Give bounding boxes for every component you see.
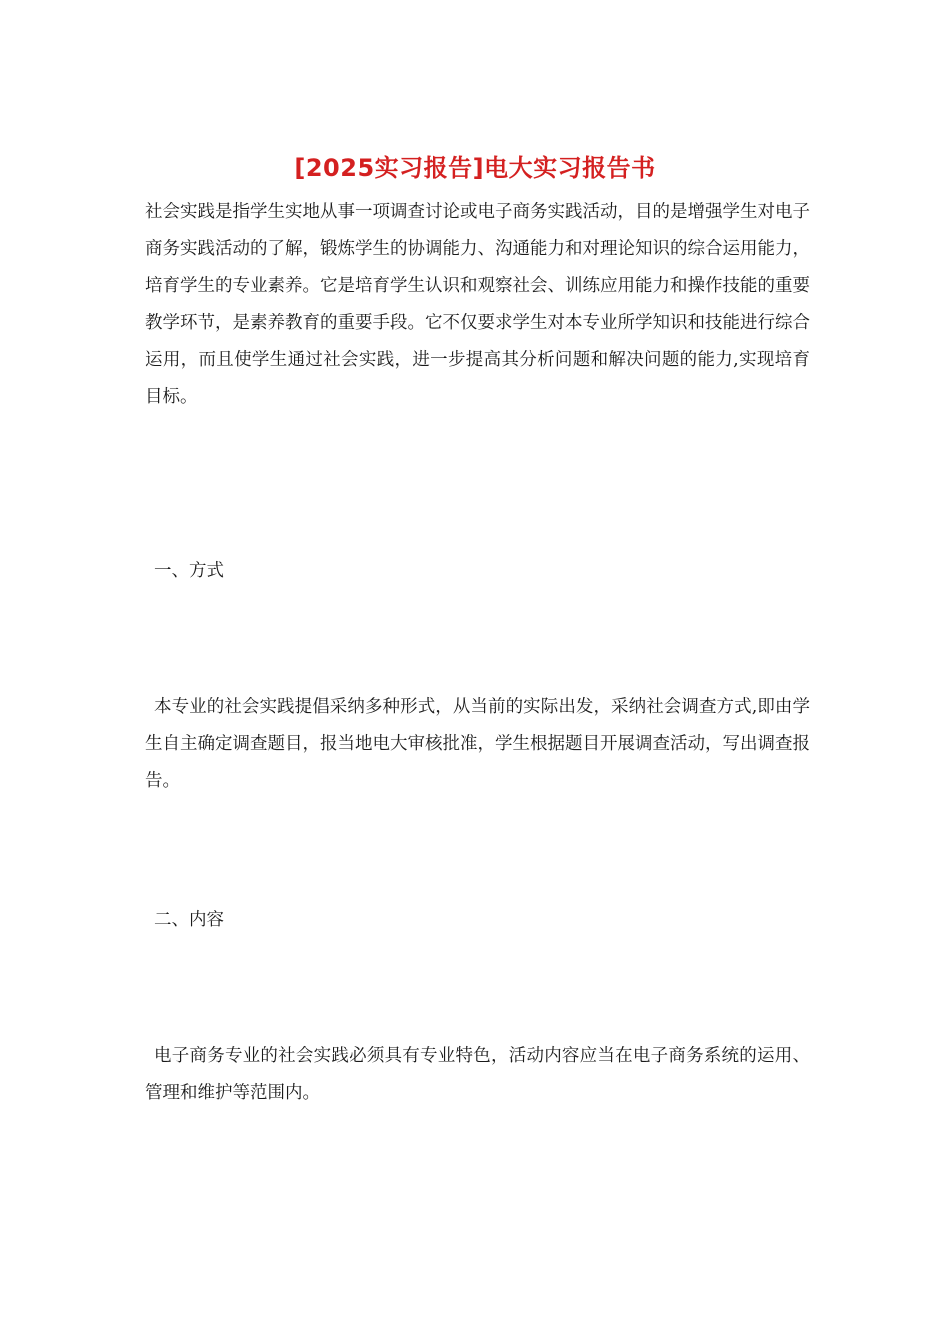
section-heading-method: 一、方式 xyxy=(154,561,224,581)
intro-paragraph: 社会实践是指学生实地从事一项调查讨论或电子商务实践活动，目的是增强学生对电子商务实践活动的了解，锻炼学生的协调能力、沟通能力和对理论知识的综合运用能力，培育学生的专业素养。它是培育学生认识和观察社会、训练应用能力和操作技能的重要教学环节，是素养教育的重要手段。它不仅要求学生对本专业所学知识和技能进行综合运用，而且使学生通过社会实践，进一步提高其分析问题和解决问题的能力,实现培育目标。 xyxy=(145,202,810,407)
document-title: [2025实习报告]电大实习报告书 xyxy=(294,154,656,182)
section-heading-content: 二、内容 xyxy=(154,910,224,930)
section-body-content: 电子商务专业的社会实践必须具有专业特色，活动内容应当在电子商务系统的运用、管理和维护等范围内。 xyxy=(145,1046,810,1103)
section-body-method: 本专业的社会实践提倡采纳多种形式，从当前的实际出发，采纳社会调查方式,即由学生自主确定调查题目，报当地电大审核批准，学生根据题目开展调查活动，写出调查报告。 xyxy=(145,697,810,791)
